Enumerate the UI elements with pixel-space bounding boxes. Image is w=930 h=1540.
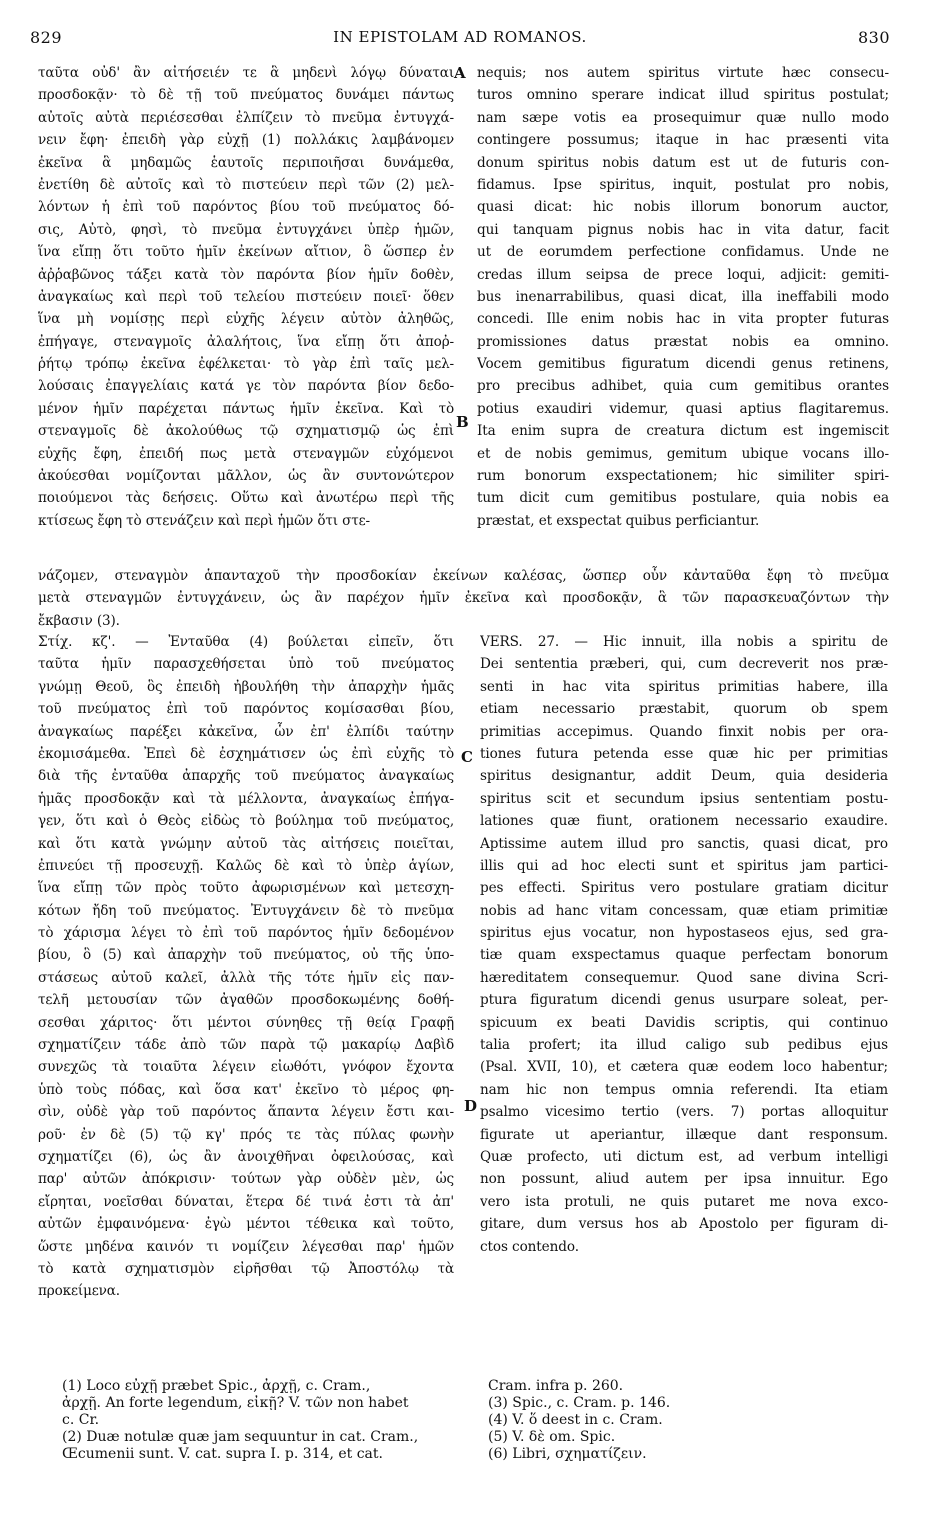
latin-column-bottom bbox=[480, 631, 888, 1258]
text-line: τὸ κατὰ σχηματισμὸν εἰρῆσθαι τῷ Ἀποστόλῳ τὰ bbox=[38, 1260, 454, 1277]
text-line: ἐκομισάμεθα. Ἐπεὶ δὲ ἐσχημάτισεν ὡς ἐπὶ εὐχῆς τὸ bbox=[38, 745, 454, 762]
text-line: ταῦτα ἡμῖν παρασχεθήσεται ὑπὸ τοῦ πνεύματος bbox=[38, 656, 454, 673]
text-line: σὶν, οὐδὲ γὰρ τοῦ παρόντος ἅπαντα λέγειν ἔστι και- bbox=[38, 1104, 454, 1121]
section-marker-c: C bbox=[461, 748, 473, 766]
text-line: γεν, ὅτι καὶ ὁ Θεὸς εἰδὼς τὸ βούλημα τοῦ πνεύματος, bbox=[38, 813, 454, 830]
text-line: Aptissime autem illud pro sanctis, quasi dicat, pro bbox=[480, 835, 888, 852]
text-line: VERS. 27. — Hic innuit, illa nobis a spiritu de bbox=[480, 634, 888, 650]
footnote-line: (3) Spic., c. Cram. p. 146. bbox=[488, 1395, 671, 1411]
footnote-line: (5) V. δὲ om. Spic. bbox=[488, 1429, 616, 1445]
text-line: γνώμῃ Θεοῦ, ὃς ἐπειδὴ ἠβουλήθη τὴν ἀπαρχὴν ἡμᾶς bbox=[38, 678, 454, 695]
text-line: ῥήτῳ τρόπῳ ἐκεῖνα ἐφέλκεται· τὸ γὰρ ἐπὶ ταῖς μελ- bbox=[38, 356, 454, 373]
text-line: μετὰ στεναγμῶν ἐντυγχάνειν, ὡς ἂν παρέχον ἡμῖν ἐκεῖνα καὶ προσδοκᾷν, ἃ τῶν παρασκευαζόντων τὴν bbox=[38, 590, 889, 607]
text-line: pes effecti. Spiritus vero postulare gratiam dicitur bbox=[480, 880, 888, 897]
text-line: tiones futura petenda esse quæ hic per primitias bbox=[480, 745, 888, 762]
text-line: ἀῤῥαβῶνος τάξει κατὰ τὸν παρόντα βίον ἡμῖν δοθὲν, bbox=[38, 266, 454, 283]
footnotes-right bbox=[488, 1378, 888, 1463]
text-line: senti in hac vita spiritus primitias habere, illa bbox=[480, 678, 888, 695]
text-line: fidamus. Ipse spiritus, inquit, postulat pro nobis, bbox=[477, 176, 889, 193]
text-line: σχηματίζει (6), ὡς ἂν ἀνοιχθῆναι ὀφειλούσας, καὶ bbox=[38, 1148, 454, 1165]
section-marker-d: D bbox=[464, 1097, 478, 1115]
text-line: quasi dicat: hic nobis illorum bonorum auctor, bbox=[477, 199, 889, 216]
greek-column-bottom bbox=[38, 631, 454, 1303]
text-line: primitias accepimus. Quando finxit nobis per ora- bbox=[480, 723, 888, 740]
text-line: τελῆ μετουσίαν τῶν ἀγαθῶν προσδοκωμένης δοθή- bbox=[38, 992, 454, 1009]
text-line: Dei sententia præberi, qui, cum decreverit nos præ- bbox=[480, 656, 888, 673]
text-line: σις, Αὐτὸ, φησὶ, τὸ πνεῦμα ἐντυγχάνει ὑπὲρ ἡμῶν, bbox=[38, 221, 454, 238]
text-line: potius exaudiri videmur, quasi aptius flagitaremus. bbox=[477, 400, 889, 417]
text-line: (Psal. XVII, 10), et cætera quæ eodem loco habentur; bbox=[480, 1059, 888, 1076]
text-line: concedi. Ille enim nobis hac in vita propter futuras bbox=[477, 311, 889, 328]
text-line: illis qui ad hoc electi sunt et spiritus jam partici- bbox=[480, 857, 888, 874]
text-line: συνεχῶς τὰ τοιαῦτα λέγειν εἰωθότι, γνόφον ἔχοντα bbox=[38, 1059, 454, 1076]
text-line: ἀναγκαίως παρέξει κἀκεῖνα, ὧν ἐπ' ἐλπίδι ταύτην bbox=[38, 723, 454, 740]
text-line: Quæ profecto, uti dictum est, ad verbum intelligi bbox=[480, 1148, 888, 1165]
footnote-line: Cram. infra p. 260. bbox=[488, 1378, 624, 1394]
page-number-left: 829 bbox=[30, 28, 63, 47]
page-header bbox=[30, 28, 890, 54]
text-line: νειν ἔφη· ἐπειδὴ γὰρ εὐχῇ (1) πολλάκις λαμβάνομεν bbox=[38, 132, 454, 149]
text-line: ὥστε μηδένα καινόν τι νομίζειν λέγεσθαι παρ' ἡμῶν bbox=[38, 1238, 454, 1255]
text-line: ροῦ· ἐν δὲ (5) τῷ κγ' πρός τε τὰς πύλας φωνὴν bbox=[38, 1126, 454, 1143]
text-line: ἵνα εἴπῃ ὅτι τοῦτο ἡμῖν ἐκείνων αἴτιον, ὃ ὥσπερ ἐν bbox=[38, 244, 454, 261]
text-line: non possunt, aliud autem per ipsa innuitur. Ego bbox=[480, 1171, 888, 1188]
text-line: ταῦτα οὐδ' ἂν αἰτήσειέν τε ἃ μηδενὶ λόγῳ δύναται bbox=[38, 65, 454, 81]
text-line: ptura figuratum dicendi genus usurpare soleat, per- bbox=[480, 992, 888, 1009]
footnote-line: c. Cr. bbox=[62, 1412, 100, 1428]
text-line: ἐνετίθη δὲ αὐτοῖς καὶ τὸ πιστεύειν περὶ τῶν (2) μελ- bbox=[38, 176, 454, 193]
text-line: προσδοκᾷν· τὸ δὲ τῇ τοῦ πνεύματος δυνάμει πάντως bbox=[38, 87, 454, 104]
text-line: hæreditatem consequemur. Quod sane divina Scri- bbox=[480, 969, 888, 986]
text-line: nam hic non tempus omnia referendi. Ita etiam bbox=[480, 1081, 888, 1098]
text-line: gitare, dum versus hos ab Apostolo per figuram di- bbox=[480, 1216, 888, 1233]
text-line: ἔκβασιν (3). bbox=[38, 612, 120, 629]
text-line: nam sæpe votis ea prosequimur quæ nullo modo bbox=[477, 109, 889, 126]
text-line: tiæ quam exspectamus quaque perfectam bonorum bbox=[480, 947, 888, 964]
text-line: Vocem gemitibus figuratum dicendi genus retinens, bbox=[477, 356, 889, 373]
text-line: rum bonorum exspectationem; hic similiter spiri- bbox=[477, 468, 889, 485]
text-line: τοῦ πνεύματος ἐπὶ τοῦ παρόντος κομίσασθαι βίου, bbox=[38, 701, 454, 718]
text-line: credas illum seipsa de prece loqui, adjicit: gemiti- bbox=[477, 266, 889, 283]
text-line: ut de eorumdem perfectione confidamus. Unde ne bbox=[477, 244, 889, 261]
text-line: κτίσεως ἔφη τὸ στενάζειν καὶ περὶ ἡμῶν ὅτι στε- bbox=[38, 512, 370, 529]
greek-full-width-passage bbox=[38, 565, 889, 632]
section-marker-b: B bbox=[456, 413, 469, 431]
text-line: contingere possumus; itaque in hac præsenti vita bbox=[477, 132, 889, 149]
footnotes-left bbox=[62, 1378, 466, 1463]
footnote-line: (6) Libri, σχηματίζειν. bbox=[488, 1446, 647, 1462]
footnote-line: (1) Loco εὐχῇ præbet Spic., ἀρχῇ, c. Cram., bbox=[62, 1378, 371, 1394]
text-line: λούσαις ἐπαγγελίαις κατά γε τὸν παρόντα βίον δεδο- bbox=[38, 378, 454, 395]
footnote-line: Œcumenii sunt. V. cat. supra I. p. 314, et cat. bbox=[62, 1446, 383, 1462]
text-line: νάζομεν, στεναγμὸν ἁπανταχοῦ τὴν προσδοκίαν ἐκείνων καλέσας, ὥσπερ οὖν κἀνταῦθα ἔφη τὸ πνεῦμα bbox=[38, 568, 889, 584]
text-line: μένον ἡμῖν παρέχεται πάντως ἡμῖν ἐκεῖνα. Καὶ τὸ bbox=[38, 400, 454, 417]
text-line: Ita enim supra de creatura dictum est ingemiscit bbox=[477, 423, 889, 440]
text-line: στεναγμοῖς δὲ ἀκολούθως τῷ σχηματισμῷ ὡς ἐπὶ bbox=[38, 423, 454, 440]
text-line: nequis; nos autem spiritus virtute hæc consecu- bbox=[477, 65, 889, 81]
text-line: bus inenarrabilibus, quasi dicat, illa ineffabili modo bbox=[477, 288, 889, 305]
text-line: Στίχ. κζ'. — Ἐνταῦθα (4) βούλεται εἰπεῖν, ὅτι bbox=[38, 634, 454, 650]
text-line: qui tanquam pignus nobis hac in vita datur, facit bbox=[477, 221, 889, 238]
text-line: ποιούμενοι τὰς δεήσεις. Οὕτω καὶ ἀνωτέρω περὶ τῆς bbox=[38, 490, 454, 507]
text-line: ὑπὸ τοὺς πόδας, καὶ ὅσα κατ' ἐκεῖνο τὸ μέρος φη- bbox=[38, 1081, 454, 1098]
text-line: nobis ad hanc vitam concessam, quæ etiam primitiæ bbox=[480, 902, 888, 919]
text-line: turos omnino sperare indicat illud spiritus postulat; bbox=[477, 87, 889, 104]
text-line: σεσθαι χάριτος· ὅτι μέντοι σύνηθες τῇ θείᾳ Γραφῇ bbox=[38, 1014, 454, 1031]
footnote-line: (2) Duæ notulæ quæ jam sequuntur in cat. Cram., bbox=[62, 1429, 419, 1445]
text-line: καὶ ὅτι κατὰ γνώμην αὐτοῦ τὰς αἰτήσεις ποιεῖται, bbox=[38, 835, 454, 852]
footnote-line: ἀρχῇ. An forte legendum, εἰκῇ? V. τῶν non habet bbox=[62, 1395, 409, 1411]
latin-column-top bbox=[477, 62, 889, 532]
text-line: κότων ἤδη τοῦ πνεύματος. Ἐντυγχάνειν δὲ τὸ πνεῦμα bbox=[38, 902, 454, 919]
text-line: αὐτῶν ἐμφαινόμενα· ἐγὼ μέντοι τέθεικα καὶ τοῦτο, bbox=[38, 1216, 454, 1233]
text-line: αὐτοῖς αὐτὰ περιέσεσθαι ἐλπίζειν τὸ πνεῦμα ἐντυγχά- bbox=[38, 109, 454, 126]
text-line: pro precibus adhibet, quia cum gemitibus orantes bbox=[477, 378, 889, 395]
text-line: spiritus scit et secundum ipsius sententiam postu- bbox=[480, 790, 888, 807]
running-title: IN EPISTOLAM AD ROMANOS. bbox=[333, 28, 587, 46]
text-line: ἐκεῖνα ἃ μηδαμῶς ἑαυτοῖς περιποιῆσαι δυνάμεθα, bbox=[38, 154, 454, 171]
greek-column-top bbox=[38, 62, 454, 532]
text-line: ἵνα εἴπῃ τῶν πρὸς τοῦτο ἀφωρισμένων καὶ μετεσχη- bbox=[38, 880, 454, 897]
text-line: etiam necessario præstabit, quorum ob spem bbox=[480, 701, 888, 718]
text-line: talia profert; ita illud caligo sub pedibus ejus bbox=[480, 1037, 888, 1054]
footnote-line: (4) V. ὅ deest in c. Cram. bbox=[488, 1412, 663, 1428]
text-line: ctos contendo. bbox=[480, 1238, 579, 1255]
text-line: σχηματίζειν τάδε ἀπὸ τῶν παρὰ τῷ μακαρίῳ Δαβὶδ bbox=[38, 1037, 454, 1054]
text-line: figurate ut aperiantur, illæque dant responsum. bbox=[480, 1126, 888, 1143]
section-marker-a: A bbox=[454, 64, 466, 82]
text-line: εἴρηται, νοεῖσθαι δύναται, ἕτερα δέ τινά ἐστι τὰ ἀπ' bbox=[38, 1193, 454, 1210]
text-line: ἵνα μὴ νομίσῃς περὶ εὐχῆς λέγειν αὐτὸν ἀληθῶς, bbox=[38, 311, 454, 328]
text-line: donum spiritus nobis datum est ut de futuris con- bbox=[477, 154, 889, 171]
text-line: διὰ τῆς ἐνταῦθα ἀπαρχῆς τοῦ πνεύματος ἀναγκαίως bbox=[38, 768, 454, 785]
text-line: λόντων ἡ ἐπὶ τοῦ παρόντος βίου τοῦ πνεύματος δό- bbox=[38, 199, 454, 216]
text-line: ἀκούεσθαι νομίζονται μᾶλλον, ὡς ἂν συντονώτερον bbox=[38, 468, 454, 485]
text-line: ἐπινεύει τῇ προσευχῇ. Καλῶς δὲ καὶ τὸ ὑπὲρ ἁγίων, bbox=[38, 857, 454, 874]
text-line: vero ista protuli, ne quis putaret me nova exco- bbox=[480, 1193, 888, 1210]
text-line: et de nobis gemimus, gemitum ubique vocans illo- bbox=[477, 445, 889, 462]
text-line: ἡμᾶς προσδοκᾷν καὶ τὰ μέλλοντα, ἀναγκαίως ἐπήγα- bbox=[38, 790, 454, 807]
text-line: psalmo vicesimo tertio (vers. 7) portas alloquitur bbox=[480, 1104, 888, 1121]
text-line: στάσεως αὐτοῦ καλεῖ, ἀλλὰ τῆς τότε ἡμῖν εἰς παν- bbox=[38, 969, 454, 986]
page-number-right: 830 bbox=[857, 28, 890, 47]
text-line: spicuum ex beati Davidis scriptis, qui continuo bbox=[480, 1014, 888, 1031]
text-line: εὐχῆς ἔφη, ἐπειδή πως μετὰ στεναγμῶν εὐχόμενοι bbox=[38, 445, 454, 462]
text-line: βίου, ὃ (5) καὶ ἀπαρχὴν τοῦ πνεύματος, οὐ τῆς ὑπο- bbox=[38, 947, 454, 964]
text-line: spiritus ejus vocatur, non hypostaseos ejus, sed gra- bbox=[480, 925, 888, 942]
text-line: ἐπήγαγε, στεναγμοῖς ἀλαλήτοις, ἵνα εἴπῃ ὅτι ἀποῤ- bbox=[38, 333, 454, 350]
text-line: ἀναγκαίως καὶ περὶ τοῦ τελείου πιστεύειν ποιεῖ· ὅθεν bbox=[38, 288, 454, 305]
text-line: παρ' αὐτῶν ἀπόκρισιν· τούτων γὰρ οὐδὲν μὲν, ὡς bbox=[38, 1171, 454, 1188]
text-line: προκείμενα. bbox=[38, 1283, 120, 1300]
text-line: spiritus designantur, addit Deum, quia desideria bbox=[480, 768, 888, 785]
text-line: promissiones datus præstat nobis ea omnino. bbox=[477, 333, 889, 350]
text-line: τὸ χάρισμα λέγει τὸ ἐπὶ τοῦ παρόντος ἡμῖν δεδομένον bbox=[38, 925, 454, 942]
text-line: tum dicit cum gemitibus postulare, quia nobis ea bbox=[477, 490, 889, 507]
text-line: lationes quæ fiunt, orationem necessario exaudire. bbox=[480, 813, 888, 830]
text-line: præstat, et exspectat quibus perficiantur. bbox=[477, 512, 760, 529]
